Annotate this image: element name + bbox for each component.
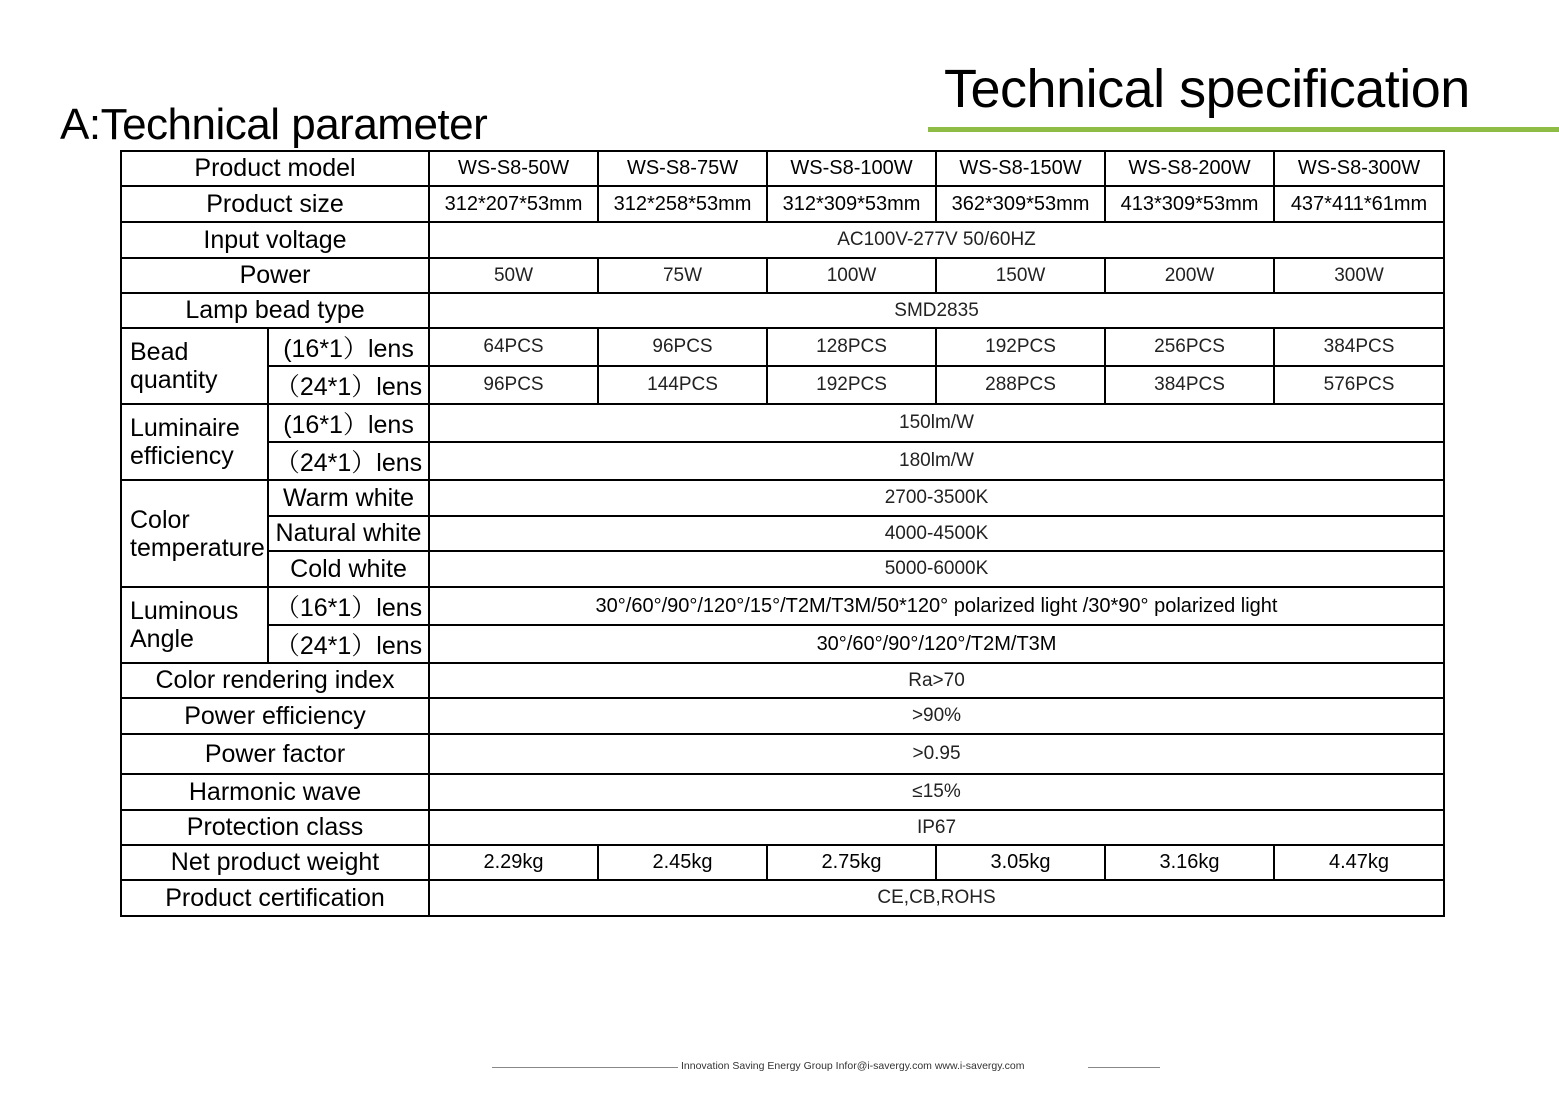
label-power-factor: Power factor	[121, 734, 429, 774]
row-power	[121, 258, 1444, 293]
label-harmonic-wave: Harmonic wave	[121, 774, 429, 810]
row-color-temp-natural	[121, 516, 1444, 551]
label-cold-white: Cold white	[268, 551, 429, 587]
cell-bead-16: 64PCS	[429, 328, 598, 366]
cell-bead-24: 384PCS	[1105, 366, 1274, 404]
label-power: Power	[121, 258, 429, 293]
label-warm-white: Warm white	[268, 480, 429, 516]
label-protection-class: Protection class	[121, 810, 429, 845]
cell-weight: 2.29kg	[429, 845, 598, 880]
label-lens-24: （24*1）lens	[268, 366, 429, 404]
cell-size: 312*309*53mm	[767, 186, 936, 222]
cell-bead-24: 144PCS	[598, 366, 767, 404]
label-product-certification: Product certification	[121, 880, 429, 916]
label-lens-24: （24*1）lens	[268, 625, 429, 663]
cell-weight: 3.05kg	[936, 845, 1105, 880]
row-input-voltage	[121, 222, 1444, 258]
cell-efficiency-16: 150lm/W	[429, 404, 1444, 442]
cell-weight: 4.47kg	[1274, 845, 1444, 880]
row-product-model	[121, 151, 1444, 186]
cell-power: 300W	[1274, 258, 1444, 293]
label-color-rendering-index: Color rendering index	[121, 663, 429, 698]
title-underline	[928, 127, 1559, 132]
row-product-size	[121, 186, 1444, 222]
row-power-efficiency	[121, 698, 1444, 734]
cell-bead-24: 288PCS	[936, 366, 1105, 404]
cell-size: 437*411*61mm	[1274, 186, 1444, 222]
cell-power-factor: >0.95	[429, 734, 1444, 774]
row-luminous-angle-24	[121, 625, 1444, 663]
cell-bead-24: 96PCS	[429, 366, 598, 404]
section-title: A:Technical parameter	[60, 100, 488, 149]
cell-power: 50W	[429, 258, 598, 293]
row-luminous-angle-16	[121, 587, 1444, 625]
cell-power: 100W	[767, 258, 936, 293]
cell-model: WS-S8-200W	[1105, 151, 1274, 186]
label-input-voltage: Input voltage	[121, 222, 429, 258]
label-color-temperature: Color temperature	[121, 480, 268, 587]
row-luminaire-efficiency-16	[121, 404, 1444, 442]
row-color-temp-warm	[121, 480, 1444, 516]
cell-cold-white: 5000-6000K	[429, 551, 1444, 587]
cell-size: 312*258*53mm	[598, 186, 767, 222]
cell-weight: 2.45kg	[598, 845, 767, 880]
row-protection-class	[121, 810, 1444, 845]
label-lens-16: (16*1）lens	[268, 328, 429, 366]
row-color-temp-cold	[121, 551, 1444, 587]
cell-lamp-bead-type: SMD2835	[429, 293, 1444, 328]
label-lens-16: (16*1）lens	[268, 404, 429, 442]
row-harmonic-wave	[121, 774, 1444, 810]
row-power-factor	[121, 734, 1444, 774]
row-net-product-weight	[121, 845, 1444, 880]
cell-size: 312*207*53mm	[429, 186, 598, 222]
cell-color-rendering-index: Ra>70	[429, 663, 1444, 698]
page-footer	[0, 1058, 1559, 1078]
cell-efficiency-24: 180lm/W	[429, 442, 1444, 480]
cell-natural-white: 4000-4500K	[429, 516, 1444, 551]
page-title: Technical specification	[944, 59, 1470, 119]
cell-power-efficiency: >90%	[429, 698, 1444, 734]
label-luminous-angle: Luminous Angle	[121, 587, 268, 663]
cell-protection-class: IP67	[429, 810, 1444, 845]
spec-table	[120, 150, 1445, 917]
label-lens-16: （16*1）lens	[268, 587, 429, 625]
label-lamp-bead-type: Lamp bead type	[121, 293, 429, 328]
cell-product-certification: CE,CB,ROHS	[429, 880, 1444, 916]
cell-power: 75W	[598, 258, 767, 293]
label-natural-white: Natural white	[268, 516, 429, 551]
cell-weight: 2.75kg	[767, 845, 936, 880]
cell-input-voltage: AC100V-277V 50/60HZ	[429, 222, 1444, 258]
label-product-model: Product model	[121, 151, 429, 186]
label-luminaire-efficiency: Luminaire efficiency	[121, 404, 268, 480]
cell-model: WS-S8-150W	[936, 151, 1105, 186]
cell-bead-16: 256PCS	[1105, 328, 1274, 366]
row-lamp-bead-type	[121, 293, 1444, 328]
cell-bead-24: 192PCS	[767, 366, 936, 404]
cell-model: WS-S8-50W	[429, 151, 598, 186]
label-product-size: Product size	[121, 186, 429, 222]
label-net-product-weight: Net product weight	[121, 845, 429, 880]
footer-text: Innovation Saving Energy Group Infor@i-savergy.com www.i-savergy.com	[681, 1060, 1025, 1072]
label-lens-24: （24*1）lens	[268, 442, 429, 480]
cell-model: WS-S8-75W	[598, 151, 767, 186]
cell-bead-24: 576PCS	[1274, 366, 1444, 404]
cell-size: 413*309*53mm	[1105, 186, 1274, 222]
cell-power: 200W	[1105, 258, 1274, 293]
cell-angle-24: 30°/60°/90°/120°/T2M/T3M	[429, 625, 1444, 663]
cell-bead-16: 192PCS	[936, 328, 1105, 366]
cell-weight: 3.16kg	[1105, 845, 1274, 880]
cell-bead-16: 96PCS	[598, 328, 767, 366]
footer-rule-left	[492, 1067, 678, 1068]
footer-rule-right	[1088, 1067, 1160, 1068]
row-color-rendering-index	[121, 663, 1444, 698]
cell-model: WS-S8-100W	[767, 151, 936, 186]
cell-bead-16: 128PCS	[767, 328, 936, 366]
row-product-certification	[121, 880, 1444, 916]
cell-power: 150W	[936, 258, 1105, 293]
cell-warm-white: 2700-3500K	[429, 480, 1444, 516]
row-bead-quantity-16	[121, 328, 1444, 366]
cell-harmonic-wave: ≤15%	[429, 774, 1444, 810]
row-luminaire-efficiency-24	[121, 442, 1444, 480]
cell-bead-16: 384PCS	[1274, 328, 1444, 366]
cell-size: 362*309*53mm	[936, 186, 1105, 222]
cell-model: WS-S8-300W	[1274, 151, 1444, 186]
label-bead-quantity: Bead quantity	[121, 328, 268, 404]
cell-angle-16: 30°/60°/90°/120°/15°/T2M/T3M/50*120° polarized light /30*90° polarized light	[429, 587, 1444, 625]
label-power-efficiency: Power efficiency	[121, 698, 429, 734]
row-bead-quantity-24	[121, 366, 1444, 404]
